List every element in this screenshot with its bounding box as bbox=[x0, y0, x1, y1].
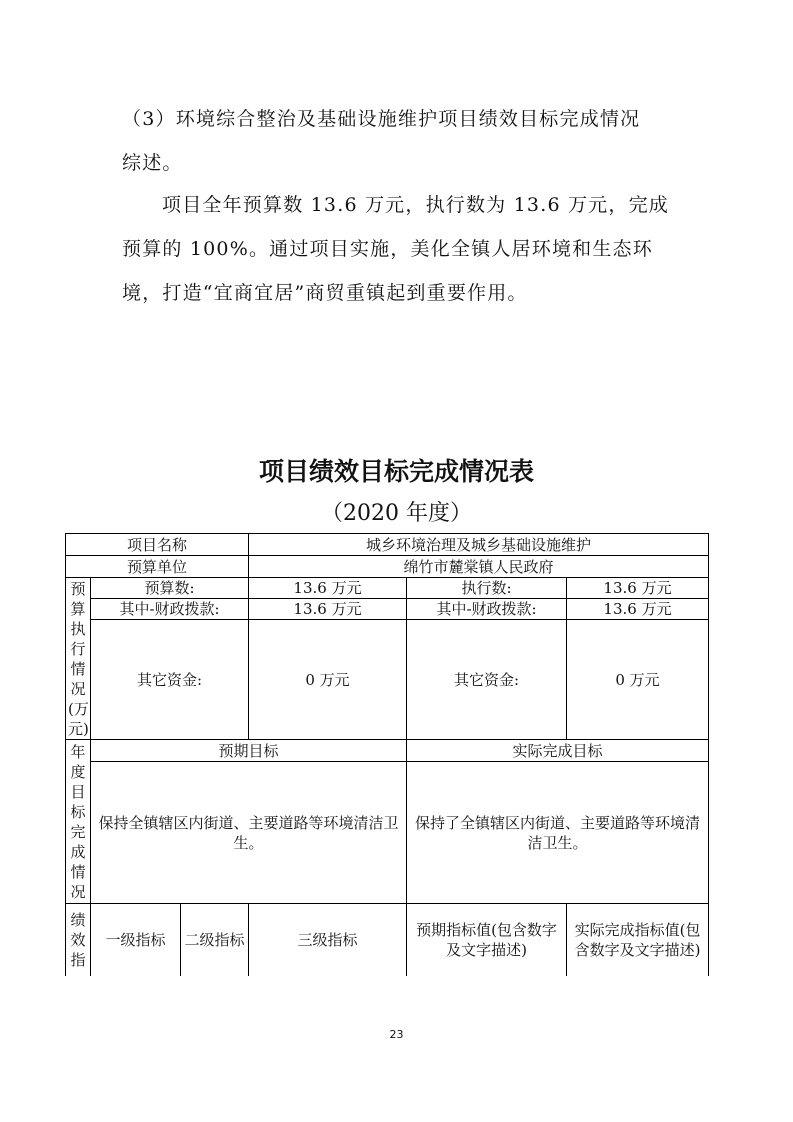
page-number: 23 bbox=[389, 1028, 404, 1041]
fiscal-budget-label: 其中-财政拨款: bbox=[91, 599, 249, 620]
table-year: （2020 年度） bbox=[321, 501, 472, 526]
budget-unit-value: 绵竹市麓棠镇人民政府 bbox=[249, 556, 709, 578]
level3-indicator-header: 三级指标 bbox=[249, 904, 407, 976]
section-heading-line1: （3）环境综合整治及基础设施维护项目绩效目标完成情况 bbox=[122, 108, 641, 130]
actual-goal-header: 实际完成目标 bbox=[407, 740, 709, 762]
other-funds-label: 其它资金: bbox=[91, 620, 249, 740]
fiscal-exec-value: 13.6 万元 bbox=[567, 599, 709, 620]
annual-goal-label: 年 度 目 标 完 成 情 况 bbox=[66, 740, 91, 904]
expected-goal-text: 保持全镇辖区内街道、主要道路等环境清洁卫生。 bbox=[91, 762, 407, 904]
section-heading bbox=[122, 97, 682, 185]
exec-value: 13.6 万元 bbox=[567, 578, 709, 599]
expected-value-header: 预期指标值(包含数字及文字描述) bbox=[407, 904, 567, 976]
expected-goal-header: 预期目标 bbox=[91, 740, 407, 762]
budget-unit-label: 预算单位 bbox=[66, 556, 249, 578]
fiscal-exec-label: 其中-财政拨款: bbox=[407, 599, 567, 620]
other-funds-exec-label: 其它资金: bbox=[407, 620, 567, 740]
level2-indicator-header: 二级指标 bbox=[181, 904, 249, 976]
exec-label: 执行数: bbox=[407, 578, 567, 599]
table-title: 项目绩效目标完成情况表 bbox=[258, 457, 534, 486]
level1-indicator-header: 一级指标 bbox=[91, 904, 181, 976]
performance-table bbox=[65, 533, 709, 976]
project-name-label: 项目名称 bbox=[66, 534, 249, 556]
budget-section-label: 预 算 执 行 情 况 (万 元) bbox=[66, 578, 91, 740]
fiscal-budget-value: 13.6 万元 bbox=[249, 599, 407, 620]
project-name-value: 城乡环境治理及城乡基础设施维护 bbox=[249, 534, 709, 556]
section-heading-line2: 综述。 bbox=[122, 152, 183, 174]
actual-goal-text: 保持了全镇辖区内街道、主要道路等环境清洁卫生。 bbox=[407, 762, 709, 904]
actual-value-header: 实际完成指标值(包含数字及文字描述) bbox=[567, 904, 709, 976]
indicator-label: 绩 效 指 bbox=[66, 904, 91, 976]
other-funds-exec-value: 0 万元 bbox=[567, 620, 709, 740]
section-body: 项目全年预算数 13.6 万元，执行数为 13.6 万元，完成预算的 100%。通过项目实施，美化全镇人居环境和生态环境，打造“宜商宜居”商贸重镇起到重要作用。 bbox=[122, 194, 669, 304]
budget-value: 13.6 万元 bbox=[249, 578, 407, 599]
budget-label: 预算数: bbox=[91, 578, 249, 599]
other-funds-value: 0 万元 bbox=[249, 620, 407, 740]
